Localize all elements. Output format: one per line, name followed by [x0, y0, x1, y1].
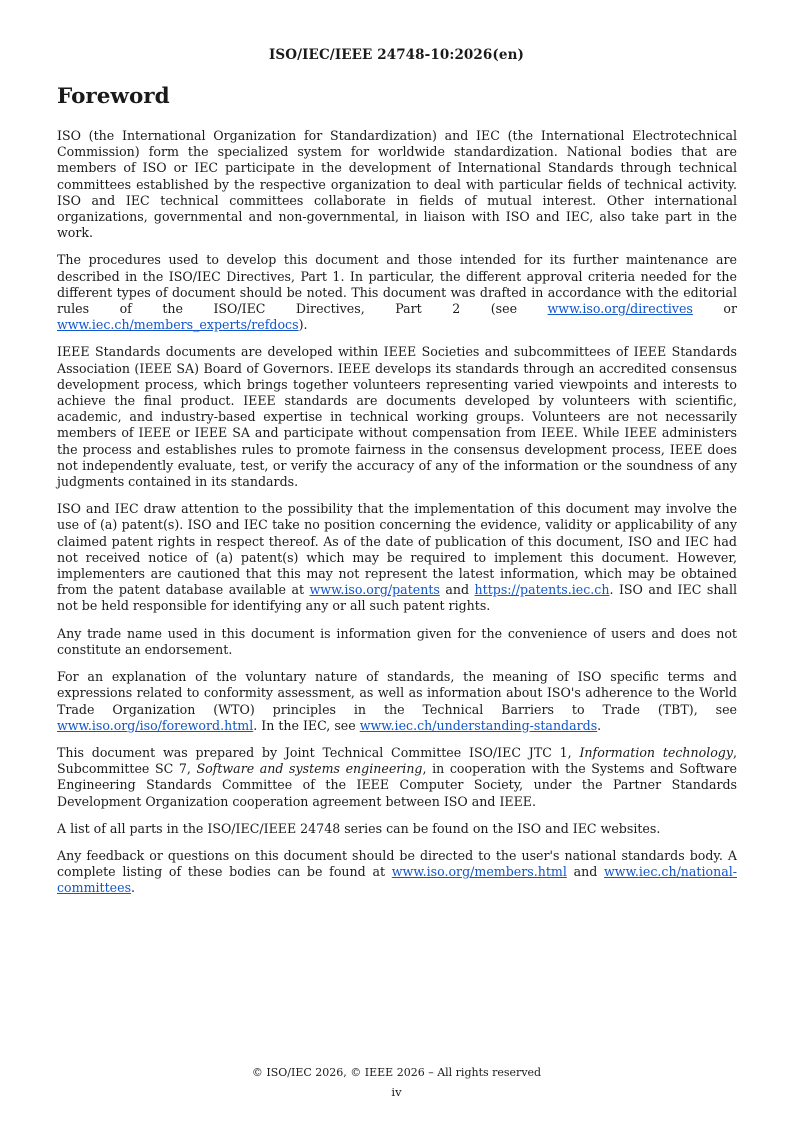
- page-number: iv: [391, 1085, 402, 1099]
- paragraph-procedures: The procedures used to develop this document and those intended for its further maintenance are described in the ISO/IEC Directives, Part 1. In particular, the different approval criteria needed for the different types of document should be noted. This document was drafted in accordance with the editorial rules of the ISO/IEC Directives, Part 2 (see www.iso.org/directives or www.iec.ch/members_experts/refdocs).: [57, 252, 737, 333]
- paragraph-iso-iec-intro: ISO (the International Organization for Standardization) and IEC (the International Electrotechnical Commission) form the specialized system for worldwide standardization. National bodies that are members of ISO or IEC participate in the development of International Standards through technical committees established by the respective organization to deal with particular fields of technical activity. ISO and IEC technical committees collaborate in fields of mutual interest. Other international organizations, governmental and non-governmental, in liaison with ISO and IEC, also take part in the work.: [57, 128, 737, 241]
- paragraph-voluntary-nature: For an explanation of the voluntary nature of standards, the meaning of ISO specific terms and expressions related to conformity assessment, as well as information about ISO's adherence to the World Trade Organization (WTO) principles in the Technical Barriers to Trade (TBT), see www.iso.org/iso/foreword.html. In the IEC, see www.iec.ch/understanding-standards.: [57, 669, 737, 733]
- paragraph-ieee-standards: IEEE Standards documents are developed within IEEE Societies and subcommittees of IEEE Standards Association (IEEE SA) Board of Governors. IEEE develops its standards through an accredited consensus development process, which brings together volunteers representing varied viewpoints and interests to achieve the final product. IEEE standards are documents developed by volunteers with scientific, academic, and industry-based expertise in technical working groups. Volunteers are not necessarily members of IEEE or IEEE SA and participate without compensation from IEEE. While IEEE administers the process and establishes rules to promote fairness in the consensus development process, IEEE does not independently evaluate, test, or verify the accuracy of any of the information or the soundness of any judgments contained in its standards.: [57, 344, 737, 490]
- paragraph-series-list: A list of all parts in the ISO/IEC/IEEE 24748 series can be found on the ISO and IEC websites.: [57, 820, 661, 836]
- copyright-footer: © ISO/IEC 2026, © IEEE 2026 – All rights reserved: [251, 1066, 542, 1079]
- document-identifier: ISO/IEC/IEEE 24748-10:2026(en): [268, 47, 524, 63]
- link-iec-refdocs[interactable]: www.iec.ch/members_experts/refdocs: [57, 317, 299, 333]
- link-iec-patents[interactable]: https://patents.iec.ch: [474, 582, 610, 598]
- foreword-body: [57, 128, 737, 908]
- link-iec-national-committees[interactable]: www.iec.ch/national-committees: [57, 864, 737, 896]
- link-iso-directives[interactable]: www.iso.org/directives: [547, 301, 693, 317]
- link-iec-understanding-standards[interactable]: www.iec.ch/understanding-standards: [359, 717, 598, 733]
- link-iso-patents[interactable]: www.iso.org/patents: [309, 582, 440, 598]
- page-title: Foreword: [57, 84, 170, 109]
- paragraph-prepared-by: This document was prepared by Joint Technical Committee ISO/IEC JTC 1, Information technology, Subcommittee SC 7, Software and systems engineering, in cooperation with the Systems and Software Engineering Standards Committee of the IEEE Computer Society, under the Partner Standards Development Organization cooperation agreement between ISO and IEEE.: [57, 744, 737, 809]
- paragraph-feedback: Any feedback or questions on this document should be directed to the user's national standards body. A complete listing of these bodies can be found at www.iso.org/members.html and www.iec.ch/national-committees.: [57, 847, 737, 896]
- paragraph-patents: ISO and IEC draw attention to the possibility that the implementation of this document may involve the use of (a) patent(s). ISO and IEC take no position concerning the evidence, validity or applicability of any claimed patent rights in respect thereof. As of the date of publication of this document, ISO and IEC had not received notice of (a) patent(s) which may be required to implement this document. However, implementers are cautioned that this may not represent the latest information, which may be obtained from the patent database available at www.iso.org/patents and https://patents.iec.ch. ISO and IEC shall not be held responsible for identifying any or all such patent rights.: [57, 501, 737, 614]
- link-iso-foreword[interactable]: www.iso.org/iso/foreword.html: [57, 717, 254, 733]
- paragraph-trade-name: Any trade name used in this document is information given for the convenience of users and does not constitute an endorsement.: [57, 625, 737, 657]
- link-iso-members[interactable]: www.iso.org/members.html: [391, 864, 567, 880]
